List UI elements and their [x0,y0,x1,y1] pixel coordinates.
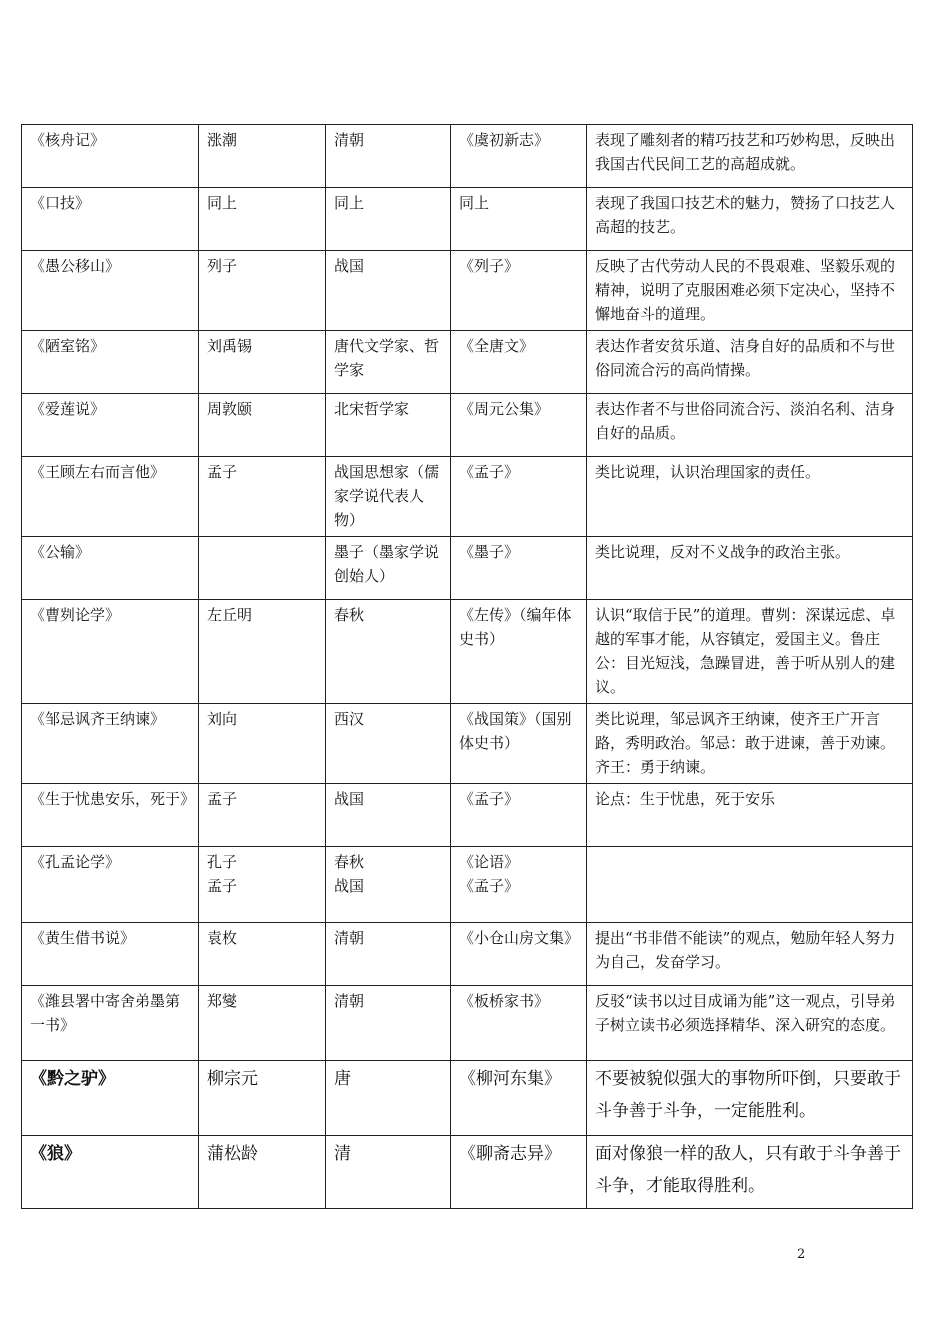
source-cell: 《战国策》（国别体史书） [451,704,587,784]
theme-cell: 提出“书非借不能读”的观点，勉励年轻人努力为自己，发奋学习。 [587,923,913,986]
table-row [22,457,913,537]
era-cell: 唐 [326,1061,451,1136]
theme-cell: 表达作者不与世俗同流合污、淡泊名利、洁身自好的品质。 [587,394,913,457]
table-row [22,125,913,188]
author-cell: 蒲松龄 [199,1136,326,1209]
author-cell: 孟子 [199,457,326,537]
source-cell: 《周元公集》 [451,394,587,457]
theme-cell: 反映了古代劳动人民的不畏艰难、坚毅乐观的精神，说明了克服困难必须下定决心，坚持不懈地奋斗的道理。 [587,251,913,331]
table-row [22,1136,913,1209]
table-row [22,784,913,847]
theme-cell: 表达作者安贫乐道、洁身自好的品质和不与世俗同流合污的高尚情操。 [587,331,913,394]
era-cell: 战国 [326,251,451,331]
literature-table [21,124,913,1209]
table-row [22,600,913,704]
table-row [22,847,913,923]
title-cell: 《孔孟论学》 [22,847,199,923]
theme-cell [587,847,913,923]
title-cell: 《潍县署中寄舍弟墨第一书》 [22,986,199,1061]
title-cell: 《陋室铭》 [22,331,199,394]
source-line: 《孟子》 [459,877,520,895]
author-cell: 柳宗元 [199,1061,326,1136]
era-cell: 墨子（墨家学说创始人） [326,537,451,600]
table-row [22,537,913,600]
theme-cell: 论点：生于忧患，死于安乐 [587,784,913,847]
source-cell: 《柳河东集》 [451,1061,587,1136]
theme-cell: 面对像狼一样的敌人，只有敢于斗争善于斗争，才能取得胜利。 [587,1136,913,1209]
author-cell: 孟子 [199,784,326,847]
source-cell: 同上 [451,188,587,251]
title-cell: 《核舟记》 [22,125,199,188]
page-number: 2 [797,1247,806,1262]
title-cell: 《狼》 [22,1136,199,1209]
author-cell: 同上 [199,188,326,251]
source-cell: 《墨子》 [451,537,587,600]
source-cell: 《聊斋志异》 [451,1136,587,1209]
author-cell: 左丘明 [199,600,326,704]
era-cell: 清朝 [326,125,451,188]
era-cell: 战国思想家（儒家学说代表人物） [326,457,451,537]
title-cell: 《公输》 [22,537,199,600]
title-cell: 《黄生借书说》 [22,923,199,986]
source-cell: 《板桥家书》 [451,986,587,1061]
title-cell: 《邹忌讽齐王纳谏》 [22,704,199,784]
theme-cell: 类比说理，认识治理国家的责任。 [587,457,913,537]
author-cell [199,537,326,600]
author-cell [199,847,326,923]
table-row [22,986,913,1061]
era-line: 春秋 [334,853,365,871]
source-cell: 《孟子》 [451,457,587,537]
era-cell: 战国 [326,784,451,847]
title-cell: 《生于忧患安乐，死于》 [22,784,199,847]
author-cell: 刘禹锡 [199,331,326,394]
title-cell: 《爱莲说》 [22,394,199,457]
author-line: 孔子 [207,853,238,871]
author-cell: 郑燮 [199,986,326,1061]
table-row [22,251,913,331]
table-row [22,188,913,251]
title-cell: 《王顾左右而言他》 [22,457,199,537]
author-cell: 涨潮 [199,125,326,188]
source-cell: 《全唐文》 [451,331,587,394]
author-cell: 列子 [199,251,326,331]
source-cell: 《列子》 [451,251,587,331]
era-cell: 同上 [326,188,451,251]
theme-cell: 表现了雕刻者的精巧技艺和巧妙构思，反映出我国古代民间工艺的高超成就。 [587,125,913,188]
title-cell: 《口技》 [22,188,199,251]
era-cell: 西汉 [326,704,451,784]
table-body [22,125,913,1209]
source-cell: 《小仓山房文集》 [451,923,587,986]
source-cell: 《左传》（编年体史书） [451,600,587,704]
theme-cell: 类比说理，邹忌讽齐王纳谏，使齐王广开言路，秀明政治。邹忌：敢于进谏，善于劝谏。齐王：勇于纳谏。 [587,704,913,784]
source-cell: 《孟子》 [451,784,587,847]
author-line: 孟子 [207,877,238,895]
era-cell: 春秋 [326,600,451,704]
theme-cell: 反驳“读书以过目成诵为能”这一观点，引导弟子树立读书必须选择精华、深入研究的态度。 [587,986,913,1061]
table-row [22,1061,913,1136]
source-cell [451,847,587,923]
title-cell: 《愚公移山》 [22,251,199,331]
theme-cell: 认识“取信于民”的道理。曹刿：深谋远虑、卓越的军事才能，从容镇定，爱国主义。鲁庄公：目光短浅，急躁冒进，善于听从别人的建议。 [587,600,913,704]
author-cell: 袁枚 [199,923,326,986]
theme-cell: 类比说理，反对不义战争的政治主张。 [587,537,913,600]
era-cell: 清朝 [326,923,451,986]
era-cell: 清 [326,1136,451,1209]
author-cell: 刘向 [199,704,326,784]
table-row [22,331,913,394]
era-cell: 北宋哲学家 [326,394,451,457]
era-line: 战国 [334,877,365,895]
era-cell: 清朝 [326,986,451,1061]
table-row [22,704,913,784]
source-cell: 《虞初新志》 [451,125,587,188]
title-cell: 《曹刿论学》 [22,600,199,704]
table-row [22,394,913,457]
theme-cell: 不要被貌似强大的事物所吓倒，只要敢于斗争善于斗争，一定能胜利。 [587,1061,913,1136]
era-cell [326,847,451,923]
author-cell: 周敦颐 [199,394,326,457]
era-cell: 唐代文学家、哲学家 [326,331,451,394]
source-line: 《论语》 [459,853,520,871]
table-row [22,923,913,986]
title-cell: 《黔之驴》 [22,1061,199,1136]
theme-cell: 表现了我国口技艺术的魅力，赞扬了口技艺人高超的技艺。 [587,188,913,251]
